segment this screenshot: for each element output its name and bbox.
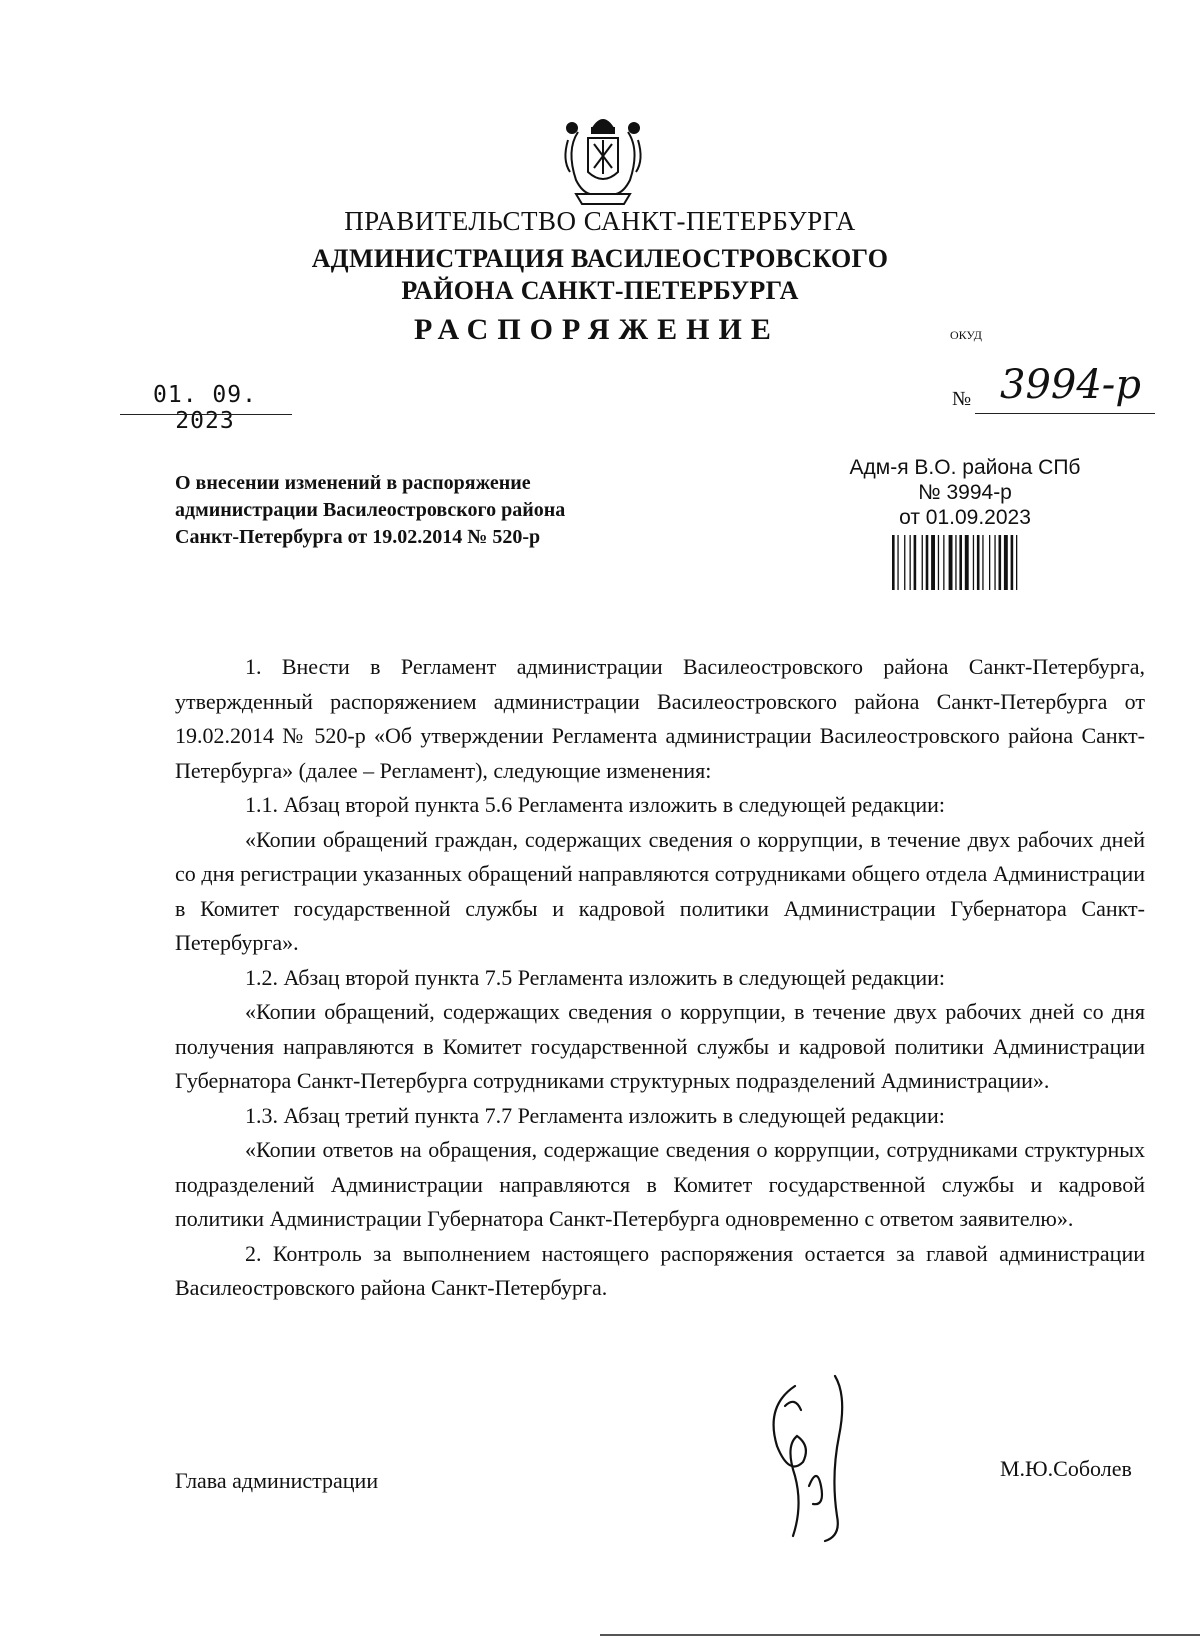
barcode-bar (965, 535, 969, 590)
body-paragraph: 1.1. Абзац второй пункта 5.6 Регламента изложить в следующей редакции: (245, 792, 945, 817)
barcode-bar (904, 535, 905, 590)
barcode-bar (1011, 535, 1014, 590)
barcode-bar (943, 535, 944, 590)
barcode-bar (955, 535, 956, 590)
body-paragraph: «Копии обращений граждан, содержащих сведения о коррупции, в течение двух рабочих дней со дня регистрации указанных обращений направляются сотрудниками общего отдела Администрации в Комитет государственной службы и кадровой политики Администрации Губернатора Санкт-Петербурга». (175, 826, 1145, 955)
barcode-bar (910, 535, 911, 590)
body-paragraph: 2. Контроль за выполнением настоящего распоряжения остается за главой администрации Василеостровского района Санкт-Петербурга. (175, 1240, 1145, 1300)
date-underline (120, 414, 292, 415)
body-paragraph: 1.3. Абзац третий пункта 7.7 Регламента изложить в следующей редакции: (245, 1102, 945, 1128)
document-type-heading: РАСПОРЯЖЕНИЕ (414, 313, 780, 346)
barcode-bar (931, 535, 935, 590)
document-date: 01. 09. 2023 (153, 382, 257, 434)
barcode-bar (922, 535, 923, 590)
coat-of-arms-icon (548, 110, 658, 210)
barcode-icon (892, 535, 1052, 590)
barcode-bar (1004, 535, 1008, 590)
stamp-line: № 3994-р (918, 481, 1012, 504)
body-paragraph: «Копии обращений, содержащих сведения о коррупции, в течение двух рабочих дней со дня получения направляются в Комитет государственной службы и кадровой политики Администрации Губернатора Санкт-Петербурга сотрудниками структурных подразделений Администрации». (175, 999, 1145, 1093)
signer-name: М.Ю.Соболев (1000, 1456, 1132, 1481)
administration-heading-line2: РАЙОНА САНКТ-ПЕТЕРБУРГА (401, 276, 799, 305)
stamp-line: Адм-я В.О. района СПб (849, 456, 1081, 479)
title-line: администрации Василеостровского района (175, 499, 566, 521)
barcode-bar (1016, 535, 1017, 590)
page-bottom-rule (600, 1634, 1200, 1636)
government-heading: ПРАВИТЕЛЬСТВО САНКТ-ПЕТЕРБУРГА (344, 206, 856, 236)
barcode-bar (973, 535, 974, 590)
number-underline (975, 413, 1155, 414)
administration-heading-line1: АДМИНИСТРАЦИЯ ВАСИЛЕОСТРОВСКОГО (311, 244, 889, 273)
barcode-bar (892, 535, 895, 590)
body-paragraph: 1.2. Абзац второй пункта 7.5 Регламента изложить в следующей редакции: (245, 964, 945, 990)
okud-label: ОКУД (950, 328, 982, 342)
barcode-bar (926, 535, 929, 590)
barcode-bar (949, 535, 953, 590)
barcode-bar (959, 535, 962, 590)
barcode-bar (977, 535, 980, 590)
barcode-bar (982, 535, 983, 590)
barcode-bar (999, 535, 1002, 590)
body-paragraph: «Копии ответов на обращения, содержащие сведения о коррупции, сотрудниками структурных подразделений Администрации направляются в Комитет государственной службы и кадровой политики Администрации Губернатора Санкт-Петербурга одновременно с ответом заявителю». (175, 1137, 1145, 1231)
number-label: № (952, 388, 972, 410)
document-body (175, 650, 1145, 1306)
signer-position: Глава администрации (175, 1468, 379, 1493)
title-line: О внесении изменений в распоряжение (175, 472, 531, 494)
stamp-line: от 01.09.2023 (899, 506, 1031, 529)
registration-stamp (840, 455, 1090, 530)
barcode-bar (914, 535, 917, 590)
document-title (175, 470, 655, 551)
title-line: Санкт-Петербурга от 19.02.2014 № 520-р (175, 526, 541, 548)
barcode-bar (938, 535, 939, 590)
handwritten-document-number: 3994-р (1000, 362, 1141, 408)
barcode-bar (897, 535, 898, 590)
handwritten-signature-icon (755, 1366, 875, 1546)
barcode-bar (994, 535, 995, 590)
body-paragraph: 1. Внести в Регламент администрации Василеостровского района Санкт-Петербурга, утвержденный распоряжением администрации Василеостровского района Санкт-Петербурга от 19.02.2014 № 520-р «Об утверждении Регламента администрации Василеостровского района Санкт-Петербурга» (далее – Регламент), следующие изменения: (175, 654, 1145, 783)
barcode-bar (989, 535, 990, 590)
